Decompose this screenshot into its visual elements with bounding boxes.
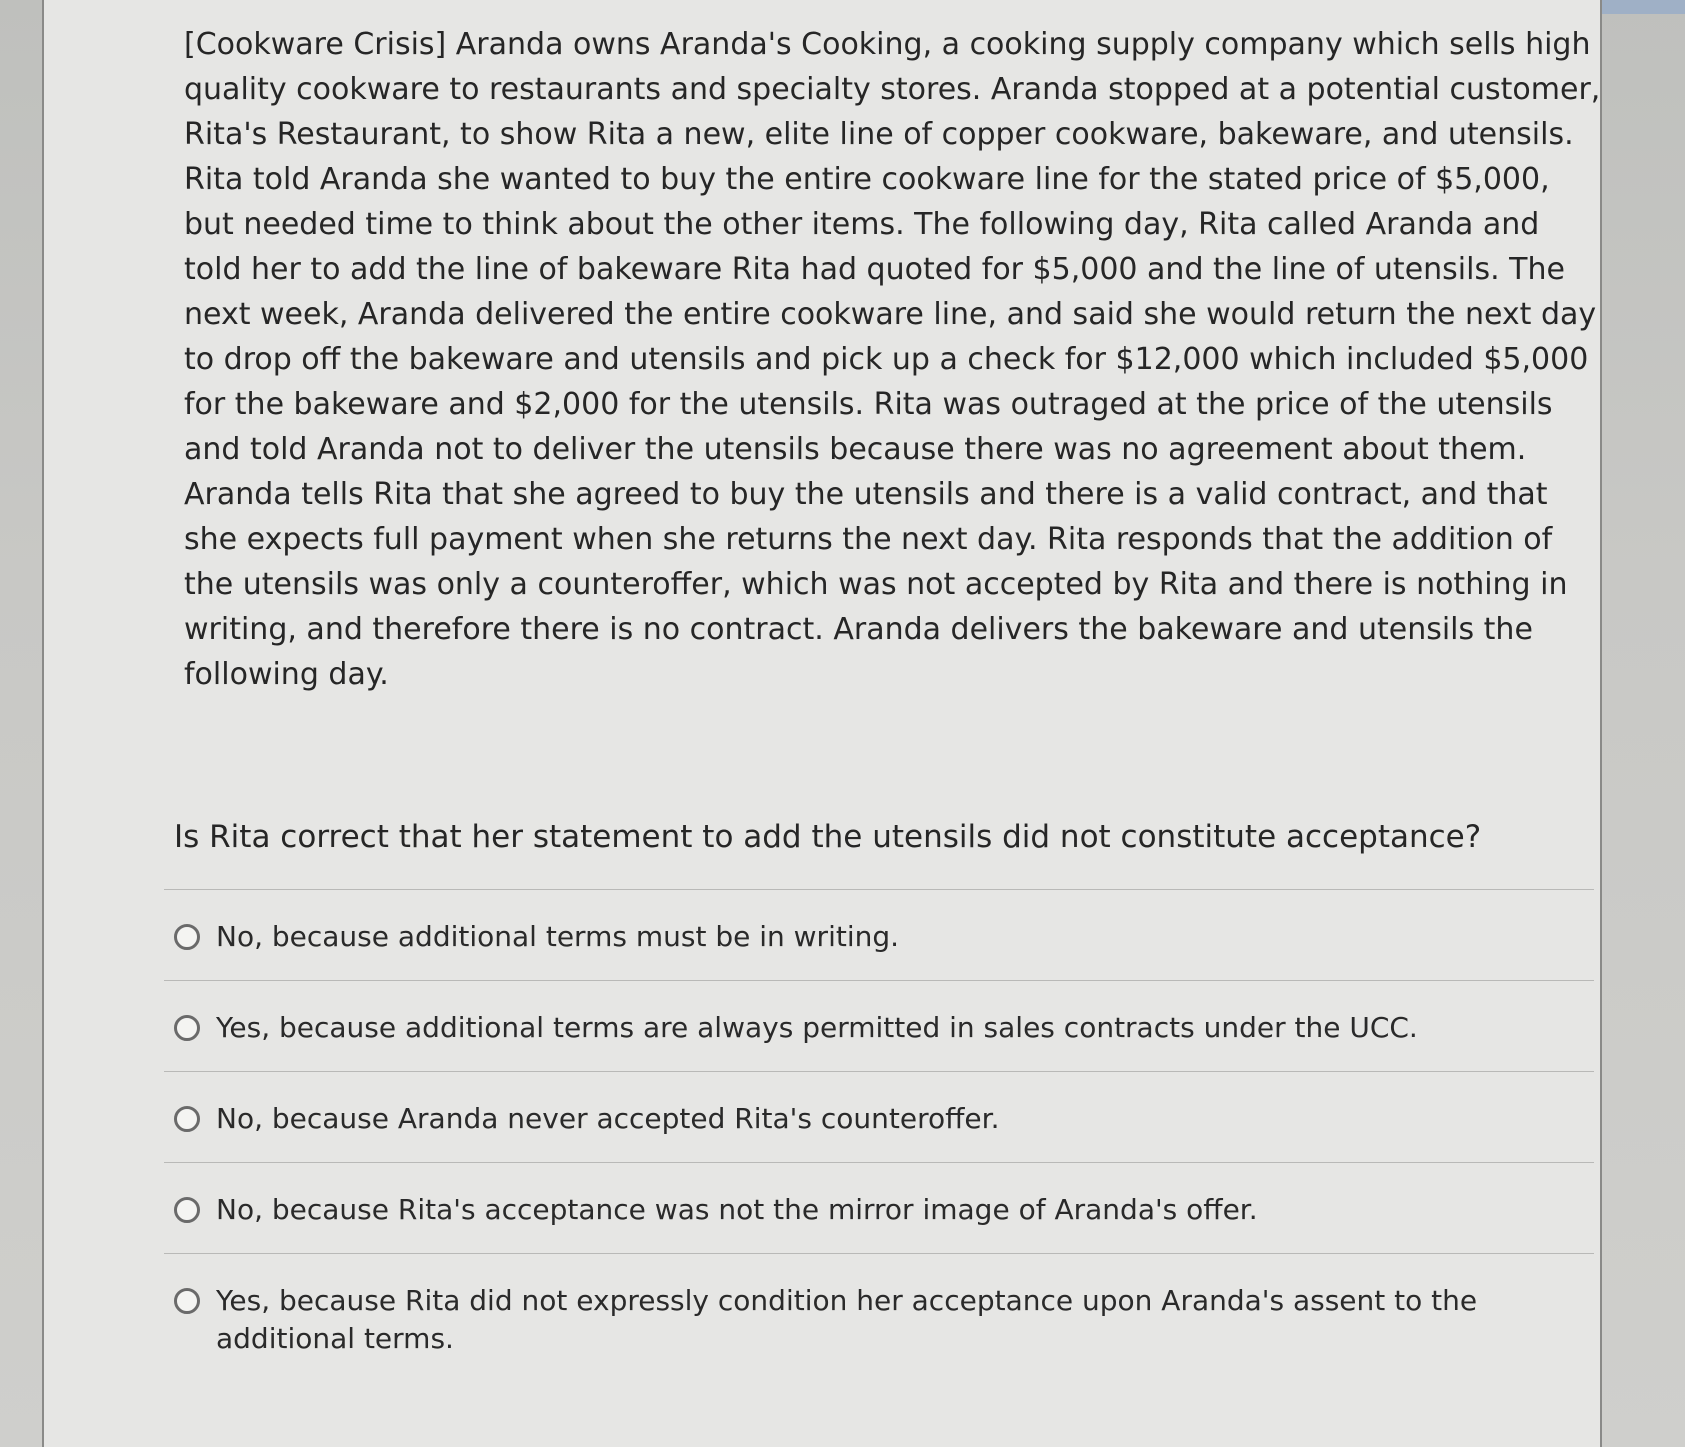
radio-button[interactable] [174,924,200,950]
radio-button[interactable] [174,1288,200,1314]
question-page [42,0,1602,1447]
answer-options [164,889,1594,1382]
answer-option-5[interactable] [164,1253,1594,1382]
scenario-passage: [Cookware Crisis] Aranda owns Aranda's Cooking, a cooking supply company which sells high quality cookware to restaurants and specialty stores. Aranda stopped at a potential customer, Rita's Restaurant, to show Rita a new, elite line of copper cookware, bakeware, and utensils. Rita told Aranda she wanted to buy the entire cookware line for the stated price of $5,000, but needed time to think about the other items. The following day, Rita called Aranda and told her to add the line of bakeware Rita had quoted for $5,000 and the line of utensils. The next week, Aranda delivered the entire cookware line, and said she would return the next day to drop off the bakeware and utensils and pick up a check for $12,000 which included $5,000 for the bakeware and $2,000 for the utensils. Rita was outraged at the price of the utensils and told Aranda not to deliver the utensils because there was no agreement about them. Aranda tells Rita that she agreed to buy the utensils and there is a valid contract, and that she expects full payment when she returns the next day. Rita responds that the addition of the utensils was only a counteroffer, which was not accepted by Rita and there is nothing in writing, and therefore there is no contract. Aranda delivers the bakeware and utensils the following day. [184,27,1601,692]
answer-option-2[interactable] [164,980,1594,1071]
radio-button[interactable] [174,1197,200,1223]
answer-option-label: Yes, because additional terms are always permitted in sales contracts under the UCC. [216,1011,1418,1044]
radio-button[interactable] [174,1106,200,1132]
answer-option-label: No, because Aranda never accepted Rita's counteroffer. [216,1102,1000,1135]
answer-option-4[interactable] [164,1162,1594,1253]
answer-option-1[interactable] [164,889,1594,980]
question-content [174,22,1604,1382]
radio-button[interactable] [174,1015,200,1041]
answer-option-label: Yes, because Rita did not expressly condition her acceptance upon Aranda's assent to the additional terms. [216,1284,1478,1355]
answer-option-3[interactable] [164,1071,1594,1162]
question-prompt: Is Rita correct that her statement to add the utensils did not constitute acceptance? [174,819,1482,855]
answer-option-label: No, because Rita's acceptance was not the mirror image of Aranda's offer. [216,1193,1258,1226]
answer-option-label: No, because additional terms must be in writing. [216,920,900,953]
